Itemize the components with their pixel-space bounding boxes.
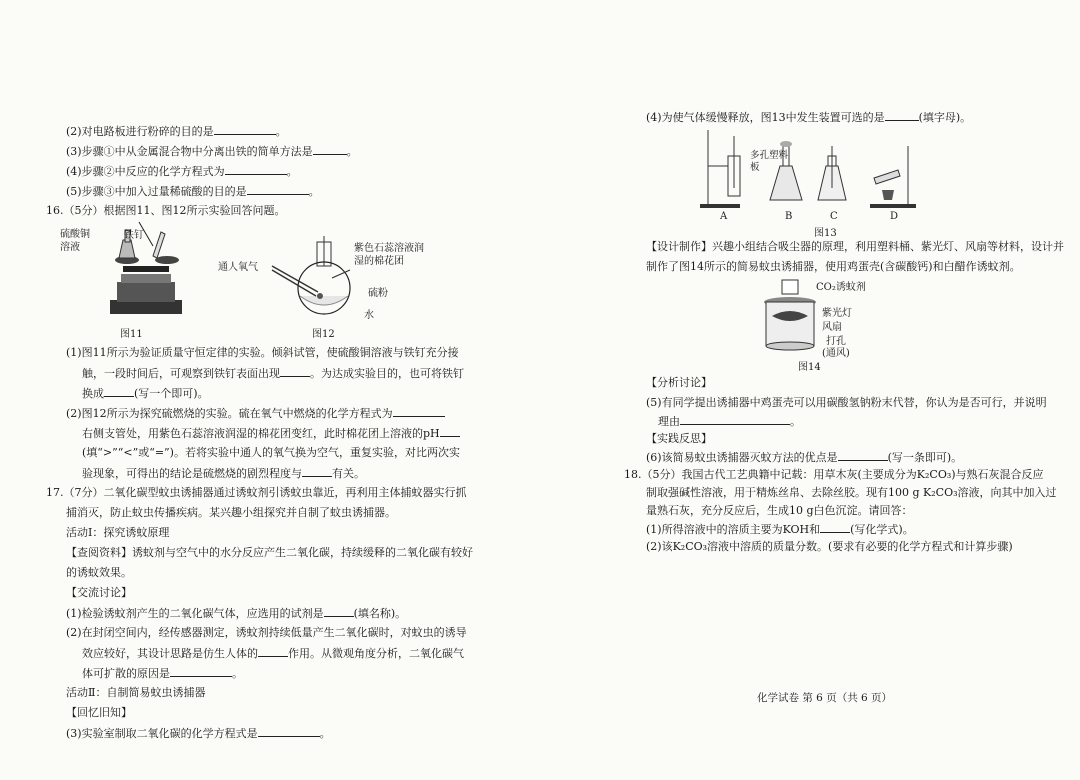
- fig13-label-d: D: [890, 211, 899, 222]
- answer-blank[interactable]: [225, 164, 287, 175]
- fig14-label-vent: (通风): [822, 348, 850, 359]
- figure-11-balance: [95, 220, 195, 320]
- answer-blank[interactable]: [302, 466, 332, 477]
- answer-blank[interactable]: [393, 406, 445, 417]
- answer-blank[interactable]: [440, 426, 460, 437]
- q17-5-line2: 理由 。: [658, 415, 801, 428]
- answer-blank[interactable]: [214, 124, 276, 135]
- answer-blank[interactable]: [838, 450, 888, 461]
- answer-blank[interactable]: [258, 646, 288, 657]
- q16-2-line4: 验现象，可得出的结论是硫燃烧的剧烈程度与 有关。: [82, 467, 365, 480]
- fig13-label-a: A: [720, 211, 728, 222]
- discussion-heading: 【交流讨论】: [66, 586, 132, 599]
- activity-1: 活动Ⅰ：探究诱蚊原理: [66, 526, 170, 539]
- q17-4: (4)为使气体缓慢释放，图13中发生装置可选的是 (填字母)。: [646, 111, 972, 124]
- fig14-label-hole: 打孔: [826, 336, 846, 347]
- fig14-label-fan: 风扇: [822, 322, 842, 333]
- fig13-label-c: C: [830, 211, 838, 222]
- fig14-label-lamp: 紫光灯: [822, 308, 852, 319]
- q17-heading-1: 17.（7分）二氧化碳型蚊虫诱捕器通过诱蚊剂引诱蚊虫靠近，再利用主体捕蚊器实行抓: [46, 486, 467, 499]
- answer-blank[interactable]: [280, 366, 310, 377]
- figure-14-caption: 图14: [798, 362, 821, 373]
- answer-blank[interactable]: [258, 726, 320, 737]
- answer-blank[interactable]: [104, 386, 134, 397]
- analysis-heading: 【分析讨论】: [646, 376, 712, 389]
- q16-2-line2: 右侧支管处，用紫色石蕊溶液润湿的棉花团变红，此时棉花团上溶液的pH: [82, 426, 460, 441]
- reflect-heading: 【实践反思】: [646, 432, 712, 445]
- q16-2-line3: (填“>”“<”或“=”)。若将实验中通人的氧气换为空气，重复实验，对比两次实: [82, 446, 460, 459]
- q16-heading: 16.（5分）根据图11、图12所示实验回答问题。: [46, 204, 286, 217]
- figure-12-caption: 图12: [312, 329, 335, 340]
- fig11-label-solution: 硫酸铜溶液: [60, 229, 90, 253]
- figure-14-trap: [760, 276, 820, 356]
- q17-heading-2: 捕消灭，防止蚊虫传播疾病。某兴趣小组探究并自制了蚊虫诱捕器。: [66, 506, 396, 519]
- figure-13-caption: 图13: [814, 228, 837, 239]
- q15-4: (4)步骤②中反应的化学方程式为 。: [66, 165, 298, 178]
- q16-1-line1: (1)图11所示为验证质量守恒定律的实验。倾斜试管，使硫酸铜溶液与铁钉充分接: [66, 346, 459, 359]
- answer-blank[interactable]: [820, 522, 850, 533]
- answer-blank[interactable]: [170, 666, 232, 677]
- q16-1-line3: 换成 (写一个即可)。: [82, 387, 209, 400]
- q16-2-line1: (2)图12所示为探究硫燃烧的实验。硫在氧气中燃烧的化学方程式为: [66, 406, 445, 421]
- fig12-label-water: 水: [364, 310, 374, 321]
- q18-2: (2)该K₂CO₃溶液中溶质的质量分数。(要求有必要的化学方程式和计算步骤): [646, 540, 1013, 553]
- design-line1: 【设计制作】兴趣小组结合吸尘器的原理，利用塑料桶、紫光灯、风扇等材料，设计并: [646, 240, 1064, 253]
- fig12-label-litmus: 紫色石蕊溶液润湿的棉花团: [354, 243, 424, 267]
- q15-3: (3)步骤①中从金属混合物中分离出铁的简单方法是 。: [66, 145, 358, 158]
- q15-5: (5)步骤③中加入过量稀硫酸的目的是 。: [66, 185, 320, 198]
- fig14-label-co2: CO₂诱蚊剂: [816, 282, 866, 293]
- answer-blank[interactable]: [680, 414, 790, 425]
- q17-6: (6)该简易蚊虫诱捕器灭蚊方法的优点是 (写一条即可)。: [646, 451, 963, 464]
- figure-12-flask: [262, 236, 362, 326]
- q15-2: (2)对电路板进行粉碎的目的是 。: [66, 125, 287, 138]
- q18-1: (1)所得溶液中的溶质主要为KOH和 (写化学式)。: [646, 523, 914, 536]
- q17-2-line1: (2)在封闭空间内，经传感器测定，诱蚊剂持续低量产生二氧化碳时，对蚊虫的诱导: [66, 626, 467, 639]
- answer-blank[interactable]: [885, 110, 919, 121]
- info-line1: 【查阅资料】诱蚊剂与空气中的水分反应产生二氧化碳，持续缓释的二氧化碳有较好: [66, 546, 473, 559]
- figure-13-apparatus: [690, 126, 920, 216]
- q17-2-line3: 体可扩散的原因是 。: [82, 667, 243, 680]
- fig13-label-holes: 多孔塑料板: [750, 150, 789, 173]
- q16-1-line2: 触，一段时间后，可观察到铁钉表面出现 。为达成实验目的，也可将铁钉: [82, 367, 464, 380]
- q17-2-line2: 效应较好，其设计思路是仿生人体的 作用。从微观角度分析，二氧化碳气: [82, 647, 464, 660]
- answer-blank[interactable]: [247, 184, 309, 195]
- q17-5-line1: (5)有同学提出诱捕器中鸡蛋壳可以用碳酸氢钠粉末代替，你认为是否可行，并说明: [646, 396, 1047, 409]
- activity-2: 活动Ⅱ：自制简易蚊虫诱捕器: [66, 686, 206, 699]
- q18-line1: 18.（5分）我国古代工艺典籍中记载：用草木灰(主要成分为K₂CO₃)与熟石灰混合反应: [624, 468, 1044, 481]
- fig12-label-sulfur: 硫粉: [368, 288, 388, 299]
- page-footer: 化学试卷 第 6 页（共 6 页）: [757, 692, 893, 704]
- figure-11-caption: 图11: [120, 329, 143, 340]
- q17-3: (3)实验室制取二氧化碳的化学方程式是 。: [66, 727, 331, 740]
- info-line2: 的诱蚊效果。: [66, 566, 132, 579]
- q17-1: (1)检验诱蚊剂产生的二氧化碳气体，应选用的试剂是 (填名称)。: [66, 607, 407, 620]
- fig11-label-nail: 铁钉: [124, 230, 144, 241]
- q18-line2: 制取强碱性溶液，用于精炼丝帛、去除丝胶。现有100 g K₂CO₃溶液，向其中加入过: [646, 486, 1057, 499]
- design-line2: 制作了图14所示的简易蚊虫诱捕器，使用鸡蛋壳(含碳酸钙)和白醋作诱蚊剂。: [646, 260, 1021, 273]
- q18-line3: 量熟石灰，充分反应后，生成10 g白色沉淀。请回答：: [646, 504, 913, 517]
- answer-blank[interactable]: [313, 144, 347, 155]
- answer-blank[interactable]: [324, 606, 354, 617]
- recall-heading: 【回忆旧知】: [66, 706, 132, 719]
- fig12-label-oxygen: 通人氧气: [218, 262, 258, 273]
- fig13-label-b: B: [785, 211, 793, 222]
